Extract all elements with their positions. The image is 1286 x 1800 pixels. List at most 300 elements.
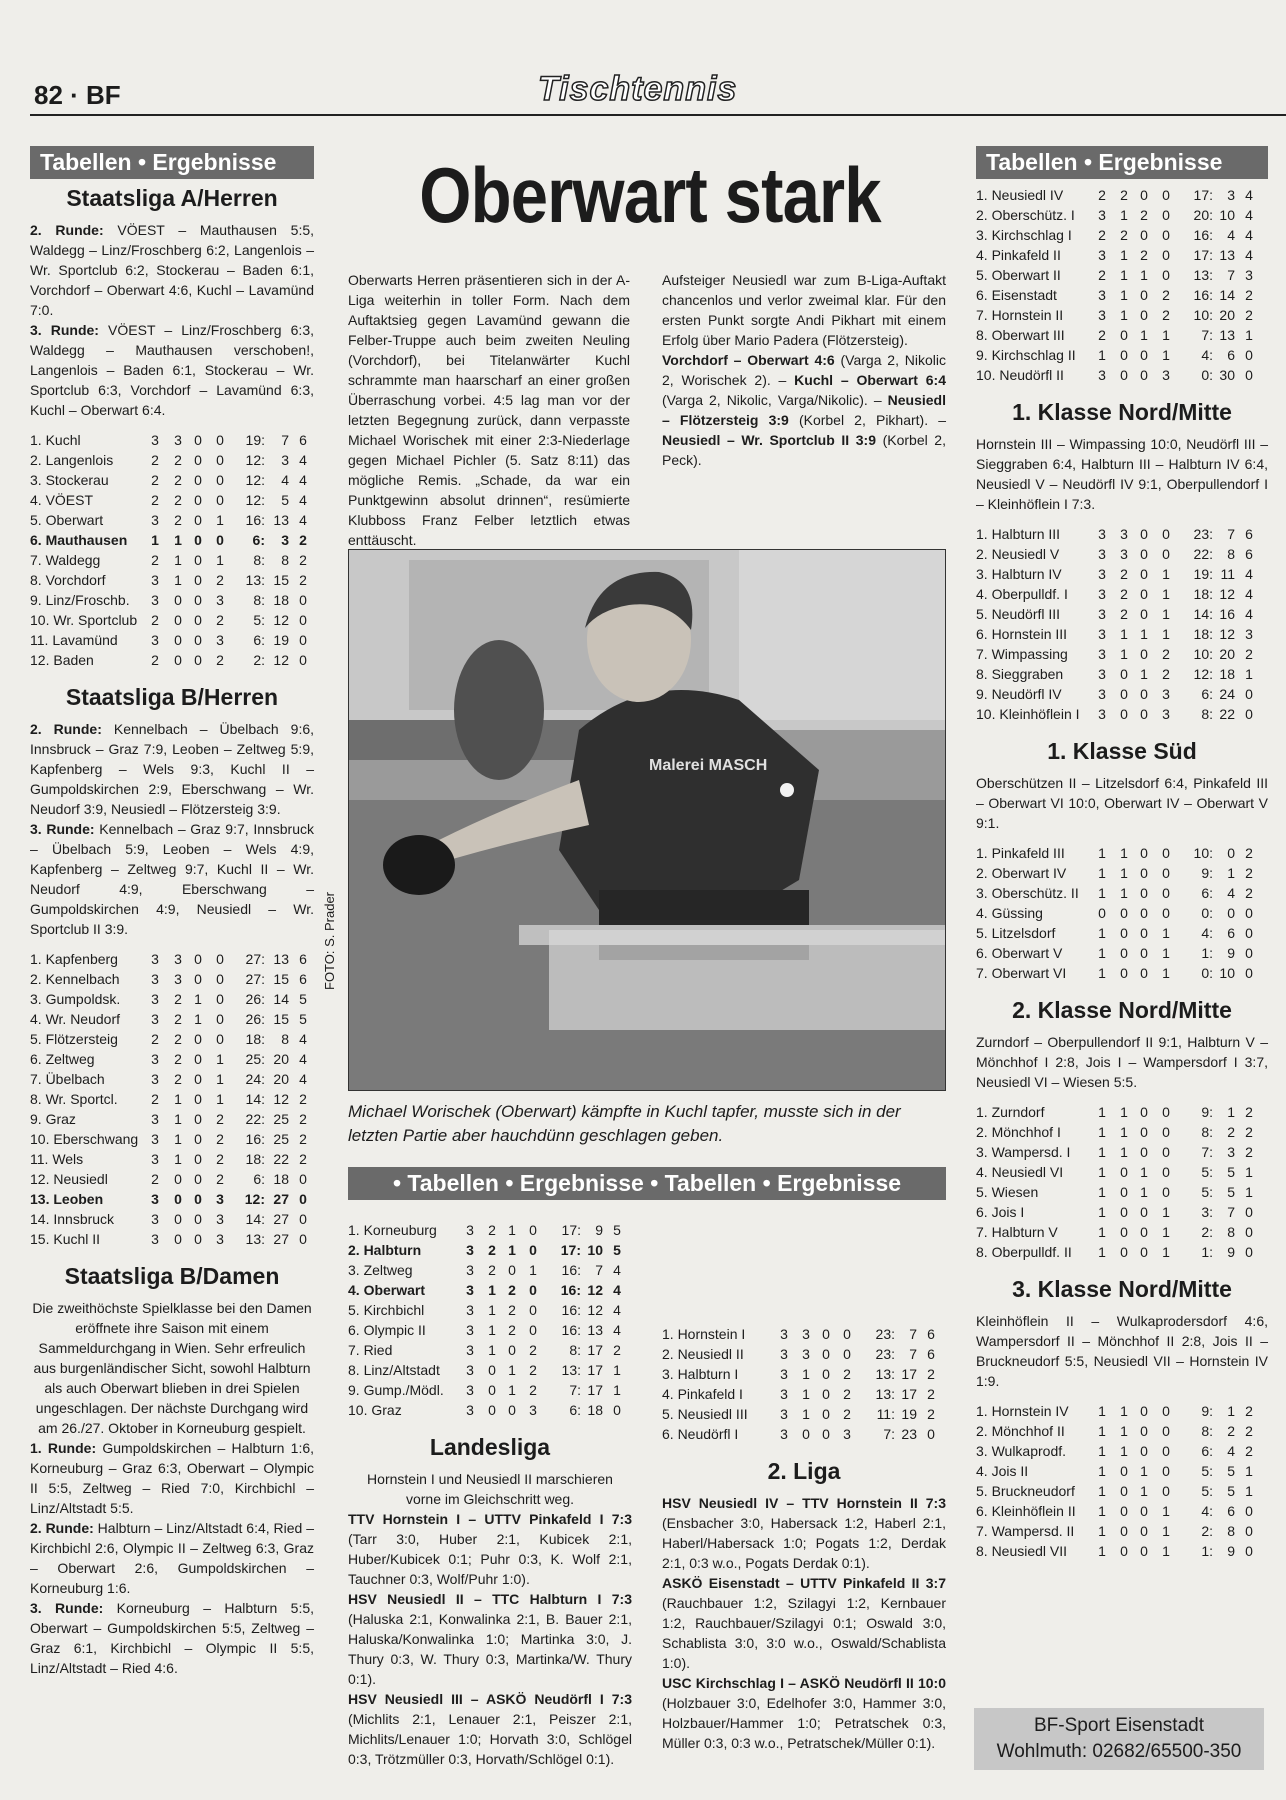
- standings-value: 7: [1227, 267, 1235, 283]
- standings-value: 1: [1120, 1104, 1128, 1120]
- standings-value: 17: [901, 1386, 917, 1402]
- standings-value: 1: [1227, 1104, 1235, 1120]
- standings-value: 0: [194, 552, 202, 568]
- standings-value: 0: [1120, 1503, 1128, 1519]
- standings-value: 0: [194, 652, 202, 668]
- standings-value: 23:: [875, 1346, 895, 1362]
- standings-value: 5: [1227, 1164, 1235, 1180]
- standings-value: 2: [151, 452, 159, 468]
- standings-value: 1: [1098, 945, 1106, 961]
- damen-table: [348, 1220, 628, 1420]
- standings-value: 1: [488, 1302, 496, 1318]
- standings-value: 0: [1140, 1403, 1148, 1419]
- standings-value: 0: [1120, 327, 1128, 343]
- standings-value: 2: [529, 1382, 537, 1398]
- standings-row: [976, 345, 1260, 365]
- standings-value: 16:: [561, 1302, 581, 1318]
- standings-value: 20: [273, 1071, 289, 1087]
- standings-value: 0: [299, 592, 307, 608]
- standings-value: 3: [1098, 566, 1106, 582]
- standings-value: 0: [529, 1222, 537, 1238]
- team-name: 2. Mönchhof II: [976, 1423, 1065, 1439]
- staatsliga-b-damen-round1: 1. Runde: Gumpoldskirchen – Halbturn 1:6, Korneuburg – Graz 6:3, Oberwart – Olympic II 5:5, Zeltweg – Ried 7:0, Kirchbichl – Linz/Altstadt 5:5.: [30, 1440, 315, 1516]
- standings-value: 0: [1140, 546, 1148, 562]
- standings-value: 2: [1120, 566, 1128, 582]
- standings-value: 4: [613, 1322, 621, 1338]
- standings-value: 0: [1140, 566, 1148, 582]
- standings-value: 2: [1140, 207, 1148, 223]
- team-name: 6. Oberwart V: [976, 945, 1063, 961]
- standings-value: 18:: [1193, 586, 1213, 602]
- standings-value: 0: [1245, 905, 1253, 921]
- standings-value: 0: [194, 592, 202, 608]
- standings-value: 25:: [245, 1051, 265, 1067]
- standings-value: 7: [595, 1262, 603, 1278]
- standings-value: 3: [780, 1346, 788, 1362]
- standings-value: 2: [1120, 586, 1128, 602]
- standings-value: 12: [1219, 586, 1235, 602]
- standings-value: 10:: [1193, 845, 1213, 861]
- standings-value: 7: [1227, 526, 1235, 542]
- standings-value: 1: [1098, 1543, 1106, 1559]
- standings-value: 4: [299, 492, 307, 508]
- team-name: 5. Wiesen: [976, 1184, 1039, 1200]
- standings-value: 1: [1162, 1204, 1170, 1220]
- team-name: 7. Halbturn V: [976, 1224, 1058, 1240]
- landesliga-match: HSV Neusiedl III – ASKÖ Neudörfl I 7:3 (Michlits 2:1, Lenauer 2:1, Peiszer 2:1, Michlits/Lenauer 1:0; Horvath 3:0, Schlögel 0:3, Trötzmüller 0:3, Horvath/Schlögel 0:1).: [348, 1691, 632, 1767]
- standings-value: 3: [1098, 526, 1106, 542]
- standings-value: 0: [1140, 1144, 1148, 1160]
- standings-value: 1: [488, 1342, 496, 1358]
- standings-value: 0: [216, 971, 224, 987]
- standings-value: 0: [822, 1326, 830, 1342]
- standings-row: [30, 1069, 314, 1089]
- standings-value: 3: [780, 1386, 788, 1402]
- standings-value: 0: [488, 1362, 496, 1378]
- standings-value: 3: [1098, 586, 1106, 602]
- standings-value: 16:: [1193, 287, 1213, 303]
- standings-value: 0: [1162, 1184, 1170, 1200]
- standings-value: 1: [488, 1282, 496, 1298]
- standings-row: [348, 1380, 628, 1400]
- standings-value: 1: [1098, 1124, 1106, 1140]
- standings-value: 2: [1245, 865, 1253, 881]
- standings-value: 0: [1120, 945, 1128, 961]
- standings-value: 4: [1245, 227, 1253, 243]
- standings-value: 13:: [875, 1366, 895, 1382]
- liga-2-match: HSV Neusiedl IV – TTV Hornstein II 7:3 (Ensbacher 3:0, Habersack 1:2, Haberl 2:1, Haberl/Habersack 1:0; Pogats 1:2, Derdak 2:1, 0:3 w.o., Pogats Derdak 0:1).: [662, 1495, 946, 1571]
- standings-value: 0: [174, 1211, 182, 1227]
- standings-value: 0: [529, 1242, 537, 1258]
- standings-value: 0:: [1201, 965, 1213, 981]
- standings-value: 6:: [1201, 686, 1213, 702]
- header-rule: [30, 114, 1286, 116]
- standings-value: 24:: [245, 1071, 265, 1087]
- team-name: 1. Halbturn III: [976, 526, 1061, 542]
- team-name: 8. Sieggraben: [976, 666, 1064, 682]
- standings-value: 3: [843, 1426, 851, 1442]
- standings-value: 4: [299, 1031, 307, 1047]
- standings-value: 13: [1219, 327, 1235, 343]
- standings-value: 3: [466, 1402, 474, 1418]
- standings-value: 2: [299, 552, 307, 568]
- standings-value: 1: [802, 1366, 810, 1382]
- standings-value: 4: [1227, 1443, 1235, 1459]
- standings-value: 2: [299, 1151, 307, 1167]
- standings-value: 0: [1140, 606, 1148, 622]
- team-name: 4. Oberpulldf. I: [976, 586, 1068, 602]
- standings-value: 23:: [875, 1326, 895, 1342]
- standings-value: 19:: [1193, 566, 1213, 582]
- standings-value: 9: [1227, 1543, 1235, 1559]
- standings-value: 3: [1098, 307, 1106, 323]
- standings-value: 9:: [1201, 865, 1213, 881]
- standings-value: 0: [216, 452, 224, 468]
- standings-value: 0: [1120, 965, 1128, 981]
- standings-value: 0: [216, 1011, 224, 1027]
- standings-value: 0: [529, 1322, 537, 1338]
- contact-box: [974, 1708, 1264, 1770]
- standings-value: 1: [1140, 1184, 1148, 1200]
- results-band: Tabellen • Ergebnisse: [30, 146, 314, 179]
- standings-value: 3: [466, 1382, 474, 1398]
- team-name: 6. Kleinhöflein II: [976, 1503, 1076, 1519]
- standings-value: 0: [1120, 1543, 1128, 1559]
- team-name: 2. Oberwart IV: [976, 865, 1067, 881]
- standings-row: [348, 1220, 628, 1240]
- standings-value: 3: [1120, 526, 1128, 542]
- standings-row: [348, 1400, 628, 1420]
- team-name: 6. Eisenstadt: [976, 287, 1057, 303]
- standings-value: 0: [1120, 1244, 1128, 1260]
- standings-value: 3: [466, 1242, 474, 1258]
- results-band: Tabellen • Ergebnisse: [976, 146, 1268, 179]
- standings-value: 1: [1120, 1124, 1128, 1140]
- standings-value: 2: [174, 492, 182, 508]
- standings-value: 0: [1162, 187, 1170, 203]
- team-name: 9. Linz/Froschb.: [30, 592, 130, 608]
- team-name: 7. Ried: [348, 1342, 393, 1358]
- liga-2-match: ASKÖ Eisenstadt – UTTV Pinkafeld II 3:7 (Rauchbauer 1:2, Szilagyi 1:2, Kernbauer 1:2, Rauchbauer/Szilagyi 0:1; Oswald 3:0, Schablista 3:0, 3:0 w.o., Oswald/Schablista 1:0).: [662, 1575, 946, 1671]
- team-name: 2. Langenlois: [30, 452, 114, 468]
- standings-value: 1: [1098, 1204, 1106, 1220]
- standings-row: [662, 1324, 942, 1344]
- standings-value: 13: [273, 951, 289, 967]
- standings-value: 3: [1098, 606, 1106, 622]
- standings-value: 0: [1098, 905, 1106, 921]
- standings-row: [30, 1169, 314, 1189]
- standings-value: 23:: [1193, 526, 1213, 542]
- standings-row: [30, 1209, 314, 1229]
- standings-value: 8: [1227, 1523, 1235, 1539]
- standings-row: [30, 610, 314, 630]
- standings-value: 0: [1140, 1443, 1148, 1459]
- standings-value: 1: [1245, 1483, 1253, 1499]
- team-name: 7. Übelbach: [30, 1071, 105, 1087]
- standings-value: 0: [1140, 187, 1148, 203]
- standings-value: 0: [508, 1402, 516, 1418]
- article-results: Vorchdorf – Oberwart 4:6 (Varga 2, Nikolic 2, Worischek 2). – Kuchl – Oberwart 6:4 (Varga 2, Nikolic, Varga/Nikolic). – Neusiedl – Flötzersteig 3:9 (Korbel 2, Pikhart). – Neusiedl – Wr. Sportclub II 3:9 (Korbel 2, Peck).: [662, 352, 946, 468]
- klasse-1-nord-mitte-results: Hornstein III – Wimpassing 10:0, Neudörfl III – Sieggraben 6:4, Halbturn III – Halbturn IV 6:4, Neusiedl V – Neudörfl IV 9:1, Oberpullendorf I – Kleinhöflein I 7:3.: [976, 436, 1268, 512]
- standings-row: [976, 1521, 1260, 1541]
- standings-value: 2: [174, 452, 182, 468]
- standings-row: [976, 1122, 1260, 1142]
- standings-value: 0: [822, 1426, 830, 1442]
- standings-value: 3: [1227, 187, 1235, 203]
- team-name: 10. Eberschwang: [30, 1131, 139, 1147]
- standings-value: 0: [194, 1231, 202, 1247]
- standings-value: 3: [151, 991, 159, 1007]
- staatsliga-b-round2: 2. Runde: Kennelbach – Übelbach 9:6, Innsbruck – Graz 7:9, Leoben – Zeltweg 5:9, Kapfenberg – Wels 9:3, Kuchl II – Gumpoldskirchen 2:9, Eberschwang – Wr. Neudorf 3:9, Neusiedl – Flötzersteig 3:9.: [30, 721, 315, 817]
- standings-value: 0: [194, 472, 202, 488]
- standings-row: [976, 325, 1260, 345]
- standings-value: 0: [194, 572, 202, 588]
- standings-value: 16:: [561, 1262, 581, 1278]
- standings-row: [976, 843, 1260, 863]
- standings-value: 1: [802, 1406, 810, 1422]
- standings-value: 3: [216, 1231, 224, 1247]
- standings-value: 1: [194, 991, 202, 1007]
- standings-value: 0: [1120, 706, 1128, 722]
- standings-value: 0: [1245, 1543, 1253, 1559]
- standings-value: 17:: [1193, 187, 1213, 203]
- klasse-1-sued-results: Oberschützen II – Litzelsdorf 6:4, Pinkafeld III – Oberwart VI 10:0, Oberwart IV – Oberwart V 9:1.: [976, 775, 1268, 831]
- standings-value: 3: [466, 1262, 474, 1278]
- standings-row: [662, 1384, 942, 1404]
- standings-value: 0: [1140, 1543, 1148, 1559]
- standings-value: 20:: [1193, 207, 1213, 223]
- standings-value: 0: [194, 1031, 202, 1047]
- team-name: 5. Neudörfl III: [976, 606, 1061, 622]
- standings-value: 0: [299, 1191, 307, 1207]
- standings-value: 1: [1120, 1144, 1128, 1160]
- standings-row: [348, 1260, 628, 1280]
- standings-row: [976, 225, 1260, 245]
- standings-value: 3: [151, 951, 159, 967]
- headline: Oberwart stark: [419, 151, 881, 239]
- standings-value: 12: [273, 612, 289, 628]
- standings-value: 0: [1140, 865, 1148, 881]
- landesliga-table: [662, 1324, 942, 1444]
- standings-value: 22: [273, 1151, 289, 1167]
- standings-value: 19: [901, 1406, 917, 1422]
- staatsliga-b-round3: 3. Runde: Kennelbach – Graz 9:7, Innsbruck – Übelbach 5:9, Leoben – Wels 4:9, Kapfenberg – Zeltweg 9:7, Kuchl II – Wr. Neudorf 4:9, Eberschwang – Gumpoldskirchen 4:9, Neusiedl – Wr. Sportclub II 3:9.: [30, 821, 315, 937]
- standings-value: 4: [613, 1262, 621, 1278]
- standings-value: 2: [843, 1406, 851, 1422]
- standings-value: 10: [1219, 965, 1235, 981]
- standings-value: 3: [802, 1326, 810, 1342]
- standings-value: 0: [1162, 1144, 1170, 1160]
- standings-value: 0: [529, 1282, 537, 1298]
- standings-value: 3: [216, 592, 224, 608]
- standings-value: 3: [151, 971, 159, 987]
- standings-value: 4: [1245, 187, 1253, 203]
- standings-value: 0: [1162, 905, 1170, 921]
- klasse-1-sued-table: [976, 843, 1260, 983]
- standings-value: 2: [1098, 227, 1106, 243]
- standings-row: [976, 1421, 1260, 1441]
- standings-value: 1: [174, 1111, 182, 1127]
- standings-value: 10:: [1193, 307, 1213, 323]
- standings-value: 0: [1120, 1483, 1128, 1499]
- standings-value: 6: [1245, 526, 1253, 542]
- standings-value: 1: [1098, 965, 1106, 981]
- standings-value: 4: [1245, 247, 1253, 263]
- standings-value: 1: [1120, 646, 1128, 662]
- standings-value: 6:: [1201, 1443, 1213, 1459]
- standings-value: 3: [151, 632, 159, 648]
- standings-value: 1: [174, 1131, 182, 1147]
- team-name: 10. Wr. Sportclub: [30, 612, 138, 628]
- team-name: 5. Oberwart: [30, 512, 104, 528]
- standings-value: 1: [1098, 347, 1106, 363]
- standings-value: 2: [216, 572, 224, 588]
- standings-value: 2: [151, 492, 159, 508]
- standings-row: [976, 285, 1260, 305]
- standings-value: 1: [1245, 1463, 1253, 1479]
- standings-value: 0: [216, 991, 224, 1007]
- standings-row: [976, 1102, 1260, 1122]
- standings-value: 0: [488, 1402, 496, 1418]
- klasse-1-sued-title: 1. Klasse Süd: [1047, 738, 1197, 764]
- standings-value: 0: [1245, 1204, 1253, 1220]
- standings-value: 1: [1120, 1443, 1128, 1459]
- standings-value: 13: [1219, 247, 1235, 263]
- standings-row: [30, 969, 314, 989]
- team-name: 2. Neusiedl V: [976, 546, 1060, 562]
- team-name: 11. Lavamünd: [30, 632, 118, 648]
- standings-value: 23: [901, 1426, 917, 1442]
- standings-row: [662, 1344, 942, 1364]
- team-name: 5. Flötzersteig: [30, 1031, 118, 1047]
- standings-value: 2: [927, 1406, 935, 1422]
- standings-value: 1: [802, 1386, 810, 1402]
- standings-value: 2: [529, 1362, 537, 1378]
- standings-value: 0: [843, 1326, 851, 1342]
- standings-value: 0: [1245, 1503, 1253, 1519]
- standings-value: 9:: [1201, 1104, 1213, 1120]
- team-name: 4. Pinkafeld I: [662, 1386, 743, 1402]
- standings-value: 0: [1140, 1503, 1148, 1519]
- standings-value: 0: [1140, 347, 1148, 363]
- standings-value: 5: [1227, 1184, 1235, 1200]
- team-name: 9. Gump./Mödl.: [348, 1382, 444, 1398]
- standings-value: 4: [613, 1282, 621, 1298]
- standings-row: [976, 1242, 1260, 1262]
- team-name: 9. Kirchschlag II: [976, 347, 1076, 363]
- standings-value: 9:: [1201, 1403, 1213, 1419]
- team-name: 8. Oberpulldf. II: [976, 1244, 1072, 1260]
- standings-value: 10: [1219, 207, 1235, 223]
- standings-value: 3: [151, 1151, 159, 1167]
- standings-value: 2: [1245, 1104, 1253, 1120]
- standings-value: 1: [1120, 207, 1128, 223]
- standings-value: 0: [802, 1426, 810, 1442]
- standings-value: 0: [216, 472, 224, 488]
- standings-value: 0: [1140, 1104, 1148, 1120]
- team-name: 6. Hornstein III: [976, 626, 1068, 642]
- standings-row: [30, 1029, 314, 1049]
- standings-value: 2: [174, 1051, 182, 1067]
- standings-value: 1: [613, 1382, 621, 1398]
- standings-row: [348, 1280, 628, 1300]
- player-photo: [348, 549, 946, 1091]
- standings-value: 3: [466, 1342, 474, 1358]
- standings-value: 11: [1220, 566, 1235, 582]
- standings-value: 3: [466, 1362, 474, 1378]
- standings-value: 1: [1162, 925, 1170, 941]
- standings-value: 0: [1140, 1124, 1148, 1140]
- standings-value: 13:: [1193, 267, 1213, 283]
- standings-value: 12:: [244, 1191, 265, 1207]
- standings-value: 2: [151, 552, 159, 568]
- standings-value: 8:: [569, 1342, 581, 1358]
- standings-value: 1: [1120, 1423, 1128, 1439]
- standings-value: 1: [1098, 1184, 1106, 1200]
- standings-value: 2: [1245, 1124, 1253, 1140]
- standings-row: [30, 510, 314, 530]
- standings-value: 3: [1098, 646, 1106, 662]
- standings-value: 1: [1162, 327, 1170, 343]
- standings-value: 2: [151, 612, 159, 628]
- standings-row: [976, 923, 1260, 943]
- standings-value: 4:: [1201, 1503, 1213, 1519]
- standings-value: 16:: [561, 1322, 581, 1338]
- standings-value: 2: [216, 1111, 224, 1127]
- standings-row: [976, 1461, 1260, 1481]
- standings-value: 3: [466, 1282, 474, 1298]
- team-name: 6. Jois I: [976, 1204, 1025, 1220]
- standings-value: 1: [1162, 626, 1170, 642]
- standings-value: 7:: [569, 1382, 581, 1398]
- standings-value: 4: [1245, 207, 1253, 223]
- standings-value: 1: [1227, 1403, 1235, 1419]
- standings-value: 3: [151, 432, 159, 448]
- standings-value: 18: [587, 1402, 603, 1418]
- standings-value: 1: [1098, 1463, 1106, 1479]
- standings-value: 1: [1120, 307, 1128, 323]
- standings-value: 2: [927, 1366, 935, 1382]
- team-name: 2. Oberschütz. I: [976, 207, 1075, 223]
- article-col-2: [662, 270, 946, 470]
- standings-value: 1: [1098, 1403, 1106, 1419]
- standings-row: [30, 1009, 314, 1029]
- landesliga-match: HSV Neusiedl II – TTC Halbturn I 7:3 (Haluska 2:1, Konwalinka 2:1, B. Bauer 2:1, Haluska/Konwalinka 1:0; Martinka 3:0, J. Thury 0:3, W. Thury 0:3, Martinka/W. Thury 0:1).: [348, 1591, 632, 1687]
- ping-pong-net: [549, 930, 946, 1030]
- team-name: 5. Kirchbichl: [348, 1302, 425, 1318]
- standings-value: 16:: [560, 1282, 581, 1298]
- standings-value: 18:: [245, 1031, 265, 1047]
- standings-value: 1: [1162, 945, 1170, 961]
- standings-value: 3: [1098, 706, 1106, 722]
- standings-value: 2: [508, 1302, 516, 1318]
- standings-value: 2: [299, 1091, 307, 1107]
- standings-value: 1: [216, 1091, 224, 1107]
- standings-value: 3: [216, 632, 224, 648]
- standings-value: 0: [1140, 646, 1148, 662]
- standings-value: 4: [299, 472, 307, 488]
- standings-row: [976, 943, 1260, 963]
- standings-value: 3: [1098, 686, 1106, 702]
- standings-value: 2: [1245, 307, 1253, 323]
- standings-value: 5: [613, 1242, 621, 1258]
- standings-value: 12:: [245, 472, 265, 488]
- team-name: 1. Hornstein IV: [976, 1403, 1069, 1419]
- standings-row: [30, 650, 314, 670]
- standings-value: 9: [595, 1222, 603, 1238]
- standings-value: 8: [281, 552, 289, 568]
- standings-value: 3: [151, 1051, 159, 1067]
